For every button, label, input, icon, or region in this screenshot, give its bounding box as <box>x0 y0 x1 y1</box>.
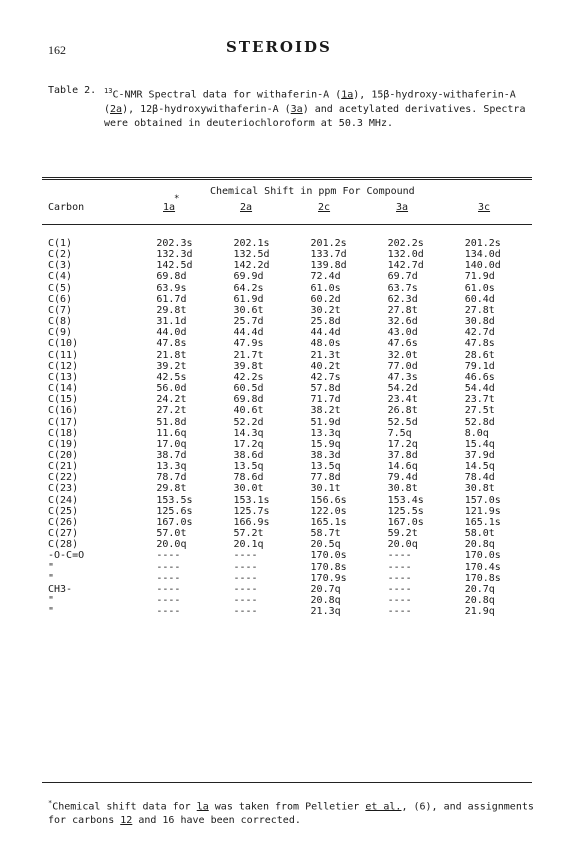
table-row <box>42 271 532 282</box>
caption-compound-1: 1a <box>341 89 354 101</box>
table-row <box>42 439 532 450</box>
shift-value-cell: 47.9s <box>233 338 264 350</box>
table-row <box>42 338 532 349</box>
table-row <box>42 550 532 561</box>
shift-value-cell: 72.4d <box>310 271 341 283</box>
shift-value-cell: 153.4s <box>387 494 424 506</box>
carbon-label-cell: C(11) <box>48 349 79 361</box>
carbon-label-cell: C(28) <box>48 539 79 551</box>
caption-text <box>104 84 544 132</box>
shift-value-cell: ---- <box>156 572 181 584</box>
table-row <box>42 394 532 405</box>
page-number: 162 <box>48 43 66 57</box>
shift-value-cell: ---- <box>156 550 181 562</box>
shift-value-cell: 29.8t <box>156 304 187 316</box>
shift-value-cell: 61.0s <box>310 282 341 294</box>
shift-value-cell: 32.6d <box>387 316 418 328</box>
shift-value-cell: 27.8t <box>464 304 495 316</box>
shift-value-cell: 125.6s <box>156 505 193 517</box>
carbon-label-cell: C(21) <box>48 461 79 473</box>
caption-part3: ), 12β-hydroxywithaferin-A ( <box>122 103 291 115</box>
carbon-label-cell: C(7) <box>48 304 73 316</box>
carbon-label-cell: " <box>48 561 55 573</box>
shift-value-cell: 38.7d <box>156 449 187 461</box>
shift-value-cell: 166.9s <box>233 516 270 528</box>
shift-value-cell: 47.3s <box>387 371 418 383</box>
table-row <box>42 606 532 617</box>
carbon-label-cell: CH3- <box>48 583 73 595</box>
shift-value-cell: 38.6d <box>233 449 264 461</box>
shift-value-cell: 157.0s <box>464 494 501 506</box>
shift-value-cell: ---- <box>156 561 181 573</box>
carbon-label-cell: C(12) <box>48 360 79 372</box>
shift-value-cell: 170.8s <box>464 572 501 584</box>
shift-value-cell: 17.0q <box>156 438 187 450</box>
footnote-part1: Chemical shift data for <box>52 801 197 813</box>
shift-value-cell: 14.3q <box>233 427 264 439</box>
shift-value-cell: 201.2s <box>464 238 501 249</box>
carbon-label-cell: " <box>48 595 55 606</box>
shift-value-cell: 38.3d <box>310 449 341 461</box>
shift-value-cell: 32.0t <box>387 349 418 361</box>
shift-value-cell: 69.8d <box>233 394 264 406</box>
shift-value-cell: 28.6t <box>464 349 495 361</box>
shift-value-cell: ---- <box>387 561 412 573</box>
table-row <box>42 350 532 361</box>
shift-value-cell: 60.4d <box>464 293 495 305</box>
carbon-label-cell: C(17) <box>48 416 79 428</box>
shift-value-cell: 51.9d <box>310 416 341 428</box>
shift-value-cell: 61.9d <box>233 293 264 305</box>
shift-value-cell: 61.7d <box>156 293 187 305</box>
shift-value-cell: 23.4t <box>387 394 418 406</box>
shift-value-cell: 153.1s <box>233 494 270 506</box>
shift-value-cell: 153.5s <box>156 494 193 506</box>
shift-value-cell: 30.1t <box>310 483 341 495</box>
shift-value-cell: 8.0q <box>464 427 489 439</box>
table-row <box>42 539 532 550</box>
shift-value-cell: 20.8q <box>310 595 341 606</box>
shift-value-cell: 11.6q <box>156 427 187 439</box>
shift-value-cell: 27.8t <box>387 304 418 316</box>
shift-value-cell: 20.7q <box>464 583 495 595</box>
shift-value-cell: 79.1d <box>464 360 495 372</box>
compound-header-2c: 2c <box>318 202 331 213</box>
compound-header-3a: 3a <box>396 202 409 213</box>
table-row <box>42 562 532 573</box>
table-row <box>42 472 532 483</box>
carbon-label-cell: C(27) <box>48 528 79 540</box>
shift-value-cell: 63.9s <box>156 282 187 294</box>
shift-value-cell: 30.0t <box>233 483 264 495</box>
table-row <box>42 461 532 472</box>
table-row <box>42 327 532 338</box>
shift-value-cell: 167.0s <box>387 516 424 528</box>
shift-value-cell: 121.9s <box>464 505 501 517</box>
shift-value-cell: 20.8q <box>464 595 495 606</box>
footnote-ref: la <box>196 801 209 813</box>
shift-value-cell: 17.2q <box>387 438 418 450</box>
footnote-part3: , (6), and assignments for carbons <box>48 801 534 826</box>
footnote-etal: et al. <box>365 801 402 813</box>
caption-sup: 13 <box>104 87 113 95</box>
shift-value-cell: 17.2q <box>233 438 264 450</box>
carbon-header: Carbon <box>48 202 85 213</box>
table-row <box>42 294 532 305</box>
shift-value-cell: 31.1d <box>156 316 187 328</box>
footnote-part2: was taken from Pelletier <box>208 801 366 813</box>
footnote <box>48 797 538 827</box>
shift-value-cell: 42.2s <box>233 371 264 383</box>
shift-value-cell: 71.7d <box>310 394 341 406</box>
top-rule-2 <box>42 179 532 180</box>
table-row <box>42 517 532 528</box>
shift-value-cell: ---- <box>387 572 412 584</box>
compound-header-1a: 1a <box>163 202 176 213</box>
shift-value-cell: 40.2t <box>310 360 341 372</box>
chemical-shift-table <box>42 238 532 617</box>
shift-value-cell: 37.8d <box>387 449 418 461</box>
shift-value-cell: 156.6s <box>310 494 347 506</box>
shift-value-cell: 125.7s <box>233 505 270 517</box>
table-row <box>42 495 532 506</box>
shift-value-cell: 170.9s <box>310 572 347 584</box>
caption-compound-3: 3a <box>290 103 303 115</box>
shift-value-cell: 170.0s <box>310 550 347 562</box>
shift-value-cell: 47.6s <box>387 338 418 350</box>
shift-value-cell: ---- <box>156 606 181 618</box>
caption-part4: ) and acetylated derivatives. Spectra were obtained in deuteriochloroform at 50.3 MHz. <box>104 103 526 130</box>
shift-value-cell: 30.8t <box>464 483 495 495</box>
column-group-header: Chemical Shift in ppm For Compound <box>210 186 415 197</box>
caption-part2: ), 15β-hydroxy-withaferin-A ( <box>104 89 516 115</box>
footnote-carbon-12: 12 <box>120 814 133 826</box>
table-row <box>42 417 532 428</box>
table-row <box>42 584 532 595</box>
shift-value-cell: ---- <box>233 561 258 573</box>
carbon-label-cell: C(20) <box>48 449 79 461</box>
shift-value-cell: 20.5q <box>310 539 341 551</box>
carbon-label-cell: C(23) <box>48 483 79 495</box>
carbon-label-cell: C(16) <box>48 405 79 417</box>
shift-value-cell: 29.8t <box>156 483 187 495</box>
carbon-label-cell: C(4) <box>48 271 73 283</box>
shift-value-cell: 71.9d <box>464 271 495 283</box>
caption-part1: C-NMR Spectral data for withaferin-A ( <box>112 89 342 101</box>
compound-header-2a: 2a <box>240 202 253 213</box>
shift-value-cell: ---- <box>233 550 258 562</box>
shift-value-cell: 20.0q <box>156 539 187 551</box>
shift-value-cell: 47.8s <box>464 338 495 350</box>
footnote-star: * <box>48 799 53 807</box>
carbon-label-cell: C(10) <box>48 338 79 350</box>
shift-value-cell: 13.3q <box>310 427 341 439</box>
shift-value-cell: 20.7q <box>310 583 341 595</box>
shift-value-cell: 42.7d <box>464 327 495 339</box>
shift-value-cell: 38.2t <box>310 405 341 417</box>
table-row <box>42 249 532 260</box>
table-row <box>42 283 532 294</box>
table-row <box>42 361 532 372</box>
carbon-label-cell: C(24) <box>48 494 79 506</box>
shift-value-cell: 39.2t <box>156 360 187 372</box>
header-rule <box>42 224 532 225</box>
shift-value-cell: 37.9d <box>464 449 495 461</box>
shift-value-cell: 42.5s <box>156 371 187 383</box>
table-row <box>42 238 532 249</box>
shift-value-cell: ---- <box>233 583 258 595</box>
shift-value-cell: 44.4d <box>233 327 264 339</box>
shift-value-cell: 57.8d <box>310 383 341 395</box>
shift-value-cell: 78.7d <box>156 472 187 484</box>
shift-value-cell: 125.5s <box>387 505 424 517</box>
carbon-label-cell: C(2) <box>48 249 73 261</box>
header-star: * <box>174 194 180 204</box>
table-row <box>42 372 532 383</box>
shift-value-cell: 132.3d <box>156 249 193 261</box>
table-row <box>42 573 532 584</box>
shift-value-cell: 30.2t <box>310 304 341 316</box>
shift-value-cell: 14.5q <box>464 461 495 473</box>
shift-value-cell: 21.9q <box>464 606 495 618</box>
shift-value-cell: 15.4q <box>464 438 495 450</box>
shift-value-cell: 69.7d <box>387 271 418 283</box>
shift-value-cell: 26.8t <box>387 405 418 417</box>
shift-value-cell: 58.0t <box>464 528 495 540</box>
shift-value-cell: 201.2s <box>310 238 347 249</box>
shift-value-cell: 7.5q <box>387 427 412 439</box>
shift-value-cell: 57.2t <box>233 528 264 540</box>
shift-value-cell: 21.7t <box>233 349 264 361</box>
shift-value-cell: 39.8t <box>233 360 264 372</box>
carbon-label-cell: C(1) <box>48 238 73 249</box>
shift-value-cell: 47.8s <box>156 338 187 350</box>
shift-value-cell: ---- <box>387 583 412 595</box>
shift-value-cell: 63.7s <box>387 282 418 294</box>
caption-compound-2: 2a <box>110 103 123 115</box>
shift-value-cell: 44.4d <box>310 327 341 339</box>
shift-value-cell: 20.8q <box>464 539 495 551</box>
shift-value-cell: 69.8d <box>156 271 187 283</box>
shift-value-cell: 60.2d <box>310 293 341 305</box>
shift-value-cell: 77.8d <box>310 472 341 484</box>
carbon-label-cell: C(19) <box>48 438 79 450</box>
table-row <box>42 506 532 517</box>
shift-value-cell: 54.2d <box>387 383 418 395</box>
footnote-part4: and 16 have been corrected. <box>132 814 301 826</box>
shift-value-cell: 59.2t <box>387 528 418 540</box>
carbon-label-cell: C(9) <box>48 327 73 339</box>
table-row <box>42 483 532 494</box>
carbon-label-cell: C(25) <box>48 505 79 517</box>
shift-value-cell: 30.8d <box>464 316 495 328</box>
shift-value-cell: ---- <box>233 595 258 606</box>
shift-value-cell: 25.7d <box>233 316 264 328</box>
bottom-rule <box>42 782 532 783</box>
shift-value-cell: 78.4d <box>464 472 495 484</box>
table-row <box>42 405 532 416</box>
shift-value-cell: 20.0q <box>387 539 418 551</box>
shift-value-cell: 21.3q <box>310 606 341 618</box>
table-row <box>42 450 532 461</box>
shift-value-cell: 13.3q <box>156 461 187 473</box>
table-row <box>42 383 532 394</box>
shift-value-cell: 23.7t <box>464 394 495 406</box>
shift-value-cell: 52.2d <box>233 416 264 428</box>
shift-value-cell: 30.6t <box>233 304 264 316</box>
shift-value-cell: 132.5d <box>233 249 270 261</box>
shift-value-cell: 25.8d <box>310 316 341 328</box>
shift-value-cell: 46.6s <box>464 371 495 383</box>
shift-value-cell: 170.0s <box>464 550 501 562</box>
caption-label: Table 2. <box>48 85 97 96</box>
shift-value-cell: ---- <box>387 550 412 562</box>
shift-value-cell: ---- <box>156 595 181 606</box>
shift-value-cell: 30.8t <box>387 483 418 495</box>
shift-value-cell: 20.1q <box>233 539 264 551</box>
shift-value-cell: 133.7d <box>310 249 347 261</box>
carbon-label-cell: C(5) <box>48 282 73 294</box>
carbon-label-cell: C(6) <box>48 293 73 305</box>
shift-value-cell: 77.0d <box>387 360 418 372</box>
carbon-label-cell: " <box>48 572 55 584</box>
carbon-label-cell: C(13) <box>48 371 79 383</box>
shift-value-cell: 21.3t <box>310 349 341 361</box>
shift-value-cell: 62.3d <box>387 293 418 305</box>
shift-value-cell: 132.0d <box>387 249 424 261</box>
shift-value-cell: 24.2t <box>156 394 187 406</box>
carbon-label-cell: C(26) <box>48 516 79 528</box>
shift-value-cell: 13.5q <box>310 461 341 473</box>
table-row <box>42 305 532 316</box>
carbon-label-cell: C(22) <box>48 472 79 484</box>
shift-value-cell: 52.8d <box>464 416 495 428</box>
shift-value-cell: 79.4d <box>387 472 418 484</box>
shift-value-cell: 40.6t <box>233 405 264 417</box>
table-row <box>42 428 532 439</box>
carbon-label-cell: C(3) <box>48 260 73 272</box>
shift-value-cell: 42.7s <box>310 371 341 383</box>
shift-value-cell: 60.5d <box>233 383 264 395</box>
top-rule <box>42 177 532 178</box>
shift-value-cell: 142.7d <box>387 260 424 272</box>
shift-value-cell: 13.5q <box>233 461 264 473</box>
shift-value-cell: 52.5d <box>387 416 418 428</box>
shift-value-cell: ---- <box>387 606 412 618</box>
shift-value-cell: 44.0d <box>156 327 187 339</box>
carbon-label-cell: C(8) <box>48 316 73 328</box>
shift-value-cell: 27.2t <box>156 405 187 417</box>
shift-value-cell: 165.1s <box>310 516 347 528</box>
shift-value-cell: ---- <box>387 595 412 606</box>
shift-value-cell: 69.9d <box>233 271 264 283</box>
shift-value-cell: ---- <box>233 606 258 618</box>
shift-value-cell: 78.6d <box>233 472 264 484</box>
shift-value-cell: 122.0s <box>310 505 347 517</box>
table-row <box>42 316 532 327</box>
shift-value-cell: 21.8t <box>156 349 187 361</box>
shift-value-cell: 202.1s <box>233 238 270 249</box>
shift-value-cell: 165.1s <box>464 516 501 528</box>
table-row <box>42 260 532 271</box>
shift-value-cell: 54.4d <box>464 383 495 395</box>
shift-value-cell: 14.6q <box>387 461 418 473</box>
journal-title: STEROIDS <box>226 38 332 56</box>
carbon-label-cell: C(18) <box>48 427 79 439</box>
carbon-label-cell: C(15) <box>48 394 79 406</box>
shift-value-cell: 170.8s <box>310 561 347 573</box>
shift-value-cell: 61.0s <box>464 282 495 294</box>
shift-value-cell: 167.0s <box>156 516 193 528</box>
shift-value-cell: 48.0s <box>310 338 341 350</box>
shift-value-cell: 27.5t <box>464 405 495 417</box>
shift-value-cell: ---- <box>156 583 181 595</box>
shift-value-cell: 51.8d <box>156 416 187 428</box>
shift-value-cell: 58.7t <box>310 528 341 540</box>
shift-value-cell: 142.2d <box>233 260 270 272</box>
shift-value-cell: 56.0d <box>156 383 187 395</box>
shift-value-cell: ---- <box>233 572 258 584</box>
table-row <box>42 528 532 539</box>
shift-value-cell: 170.4s <box>464 561 501 573</box>
shift-value-cell: 140.0d <box>464 260 501 272</box>
shift-value-cell: 57.0t <box>156 528 187 540</box>
compound-header-3c: 3c <box>478 202 491 213</box>
shift-value-cell: 64.2s <box>233 282 264 294</box>
carbon-label-cell: " <box>48 606 55 618</box>
table-row <box>42 595 532 606</box>
shift-value-cell: 15.9q <box>310 438 341 450</box>
shift-value-cell: 202.3s <box>156 238 193 249</box>
shift-value-cell: 139.8d <box>310 260 347 272</box>
shift-value-cell: 202.2s <box>387 238 424 249</box>
shift-value-cell: 43.0d <box>387 327 418 339</box>
table-body <box>42 238 532 617</box>
carbon-label-cell: C(14) <box>48 383 79 395</box>
carbon-label-cell: -O-C=O <box>48 550 85 562</box>
shift-value-cell: 142.5d <box>156 260 193 272</box>
shift-value-cell: 134.0d <box>464 249 501 261</box>
